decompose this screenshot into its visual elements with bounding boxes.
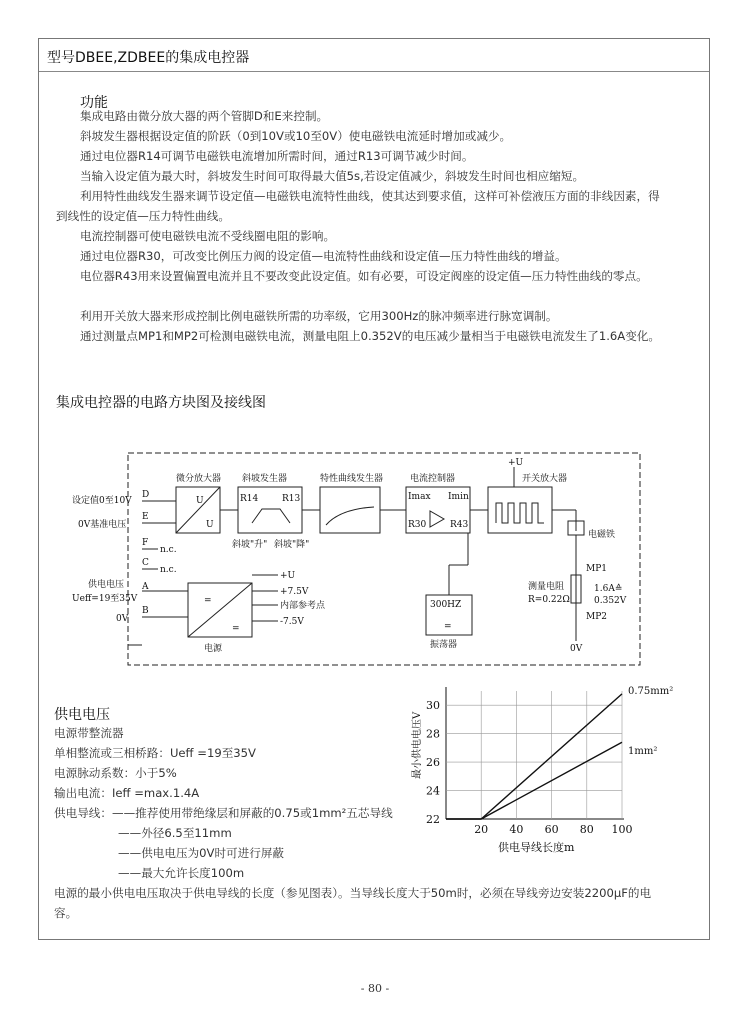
function-paragraph: 当输入设定值为最大时，斜坡发生时间可取得最大值5s,若设定值减少，斜坡发生时间也相应缩短。 xyxy=(80,169,585,183)
oscillator-label: 振荡器 xyxy=(430,640,458,650)
mp2-label: MP2 xyxy=(586,612,607,622)
meas-current-label: 1.6A≙ xyxy=(594,584,623,594)
x-tick-label: 60 xyxy=(544,823,559,836)
magnet-label: 电磁铁 xyxy=(588,530,616,540)
supply-line: 单相整流或三相桥路：Ueff =19至35V xyxy=(54,746,256,760)
ramp-up-label: 斜坡"升" xyxy=(232,540,268,550)
function-paragraph: 电位器R43用来设置偏置电流并且不要改变此设定值。如有必要，可设定阀座的设定值—压力特性曲线的零点。 xyxy=(80,269,648,283)
voltage-length-chart xyxy=(414,679,680,857)
r43-label: R43 xyxy=(450,520,469,530)
power-eq-bottom: = xyxy=(232,624,240,634)
y-tick-label: 28 xyxy=(426,727,440,741)
function-paragraph: 电流控制器可使电磁铁电流不受线圈电阻的影响。 xyxy=(80,229,336,243)
x-tick-label: 100 xyxy=(611,823,633,836)
minus-75-label: -7.5V xyxy=(280,617,304,627)
diff-amp-label: 微分放大器 xyxy=(176,474,222,484)
function-paragraph: 利用特性曲线发生器来调节设定值—电磁铁电流特性曲线，使其达到要求值，这样可补偿液压方面的非线因素，得到线性的设定值—压力特性曲线。 xyxy=(56,189,660,223)
function-paragraph: 斜坡发生器根据设定值的阶跃（0到10V或10至0V）使电磁铁电流延时增加或减少。 xyxy=(80,129,512,143)
supply-voltage-label: 供电电压 xyxy=(88,580,125,590)
pin-f: F xyxy=(142,538,149,548)
meas-res-label: 测量电阻 xyxy=(528,582,565,592)
supply-line: 电源脉动系数：小于5% xyxy=(54,766,177,780)
function-paragraph: 通过测量点MP1和MP2可检测电磁铁电流，测量电阻上0.352V的电压减少量相当于电磁铁电流发生了1.6A变化。 xyxy=(80,329,660,343)
pin-c: C xyxy=(142,558,149,568)
function-paragraph: 集成电路由微分放大器的两个管脚D和E来控制。 xyxy=(80,109,329,123)
supply-line: 电源带整流器 xyxy=(54,726,124,740)
y-tick-label: 22 xyxy=(426,813,440,826)
header-divider xyxy=(39,71,709,72)
supply-line: ——最大允许长度100m xyxy=(118,866,245,880)
chart-xlabel: 供电导线长度m xyxy=(498,841,575,854)
chart-ylabel: 最小供电电压V xyxy=(412,711,423,779)
pin-d: D xyxy=(142,490,150,500)
x-tick-label: 40 xyxy=(509,823,524,836)
curve-gen-label: 特性曲线发生器 xyxy=(320,474,384,484)
pin-b: B xyxy=(142,606,149,616)
r30-label: R30 xyxy=(408,520,427,530)
pin-a: A xyxy=(142,582,149,592)
supply-line: ——供电电压为0V时可进行屏蔽 xyxy=(118,846,285,860)
y-tick-label: 24 xyxy=(426,784,440,798)
curve-gen-block xyxy=(320,487,380,533)
meas-voltage-label: 0.352V xyxy=(594,596,627,606)
mp1-label: MP1 xyxy=(586,564,607,574)
ueff-label: Ueff=19至35V xyxy=(72,594,138,604)
ramp-gen-label: 斜坡发生器 xyxy=(242,474,288,484)
plus-75-label: +7.5V xyxy=(280,587,309,597)
series-label: 1mm² xyxy=(628,746,658,758)
plus-u-supply: +U xyxy=(280,571,296,581)
x-tick-label: 80 xyxy=(579,823,594,836)
series-label: 0.75mm² xyxy=(628,685,674,697)
nc-label-c: n.c. xyxy=(160,565,177,575)
internal-ref-label: 内部参考点 xyxy=(280,601,326,611)
nc-label-f: n.c. xyxy=(160,545,177,555)
diff-amp-u-top: U xyxy=(196,496,204,506)
function-paragraph: 利用开关放大器来形成控制比例电磁铁所需的功率级，它用300Hz的脉冲频率进行脉宽调制。 xyxy=(80,309,558,323)
zero-v-output: 0V xyxy=(570,644,583,654)
supply-line: 供电导线：——推荐使用带绝缘层和屏蔽的0.75或1mm²五芯导线 xyxy=(54,806,393,820)
power-eq-top: = xyxy=(204,596,212,606)
y-tick-label: 26 xyxy=(426,756,440,770)
zero-v-input: 0V xyxy=(116,614,129,624)
function-paragraph: 通过电位器R30，可改变比例压力阀的设定值—电流特性曲线和设定值—压力特性曲线的增益。 xyxy=(80,249,567,263)
switch-amp-label: 开关放大器 xyxy=(522,474,568,484)
pin-e: E xyxy=(142,512,149,522)
osc-freq-label: 300HZ xyxy=(430,600,462,610)
diff-amp-u-bottom: U xyxy=(206,520,214,530)
ref-voltage-label: 0V基准电压 xyxy=(78,520,127,530)
x-tick-label: 20 xyxy=(474,823,489,836)
function-paragraph: 通过电位器R14可调节电磁铁电流增加所需时间，通过R13可调节减少时间。 xyxy=(80,149,474,163)
block-diagram xyxy=(68,445,668,675)
power-supply-label: 电源 xyxy=(204,644,223,654)
imin-label: Imin xyxy=(448,492,469,502)
r13-label: R13 xyxy=(282,494,301,504)
supply-note: 电源的最小供电电压取决于供电导线的长度（参见图表）。当导线长度大于50m时，必须在导线旁边安装2200μF的电容。 xyxy=(54,886,652,920)
imax-label: Imax xyxy=(408,492,431,502)
meas-res-value: R=0.22Ω xyxy=(528,595,570,605)
r14-label: R14 xyxy=(240,494,259,504)
header-title: 型号DBEE,ZDBEE的集成电控器 xyxy=(47,50,250,66)
housing-outline xyxy=(128,453,640,665)
ramp-down-label: 斜坡"降" xyxy=(274,540,310,550)
series-line xyxy=(446,742,622,819)
supply-title: 供电电压 xyxy=(54,707,110,723)
y-tick-label: 30 xyxy=(426,699,440,713)
diagram-title: 集成电控器的电路方块图及接线图 xyxy=(56,395,266,411)
page-number: - 80 - xyxy=(360,982,390,995)
function-title: 功能 xyxy=(80,95,108,111)
supply-line: ——外径6.5至11mm xyxy=(118,826,232,840)
current-ctrl-label: 电流控制器 xyxy=(410,474,456,484)
osc-eq: = xyxy=(444,622,452,632)
setpoint-input-label: 设定值0至10V xyxy=(72,496,132,506)
supply-line: 输出电流：Ieff =max.1.4A xyxy=(54,786,200,800)
plus-u-switch: +U xyxy=(508,458,524,468)
